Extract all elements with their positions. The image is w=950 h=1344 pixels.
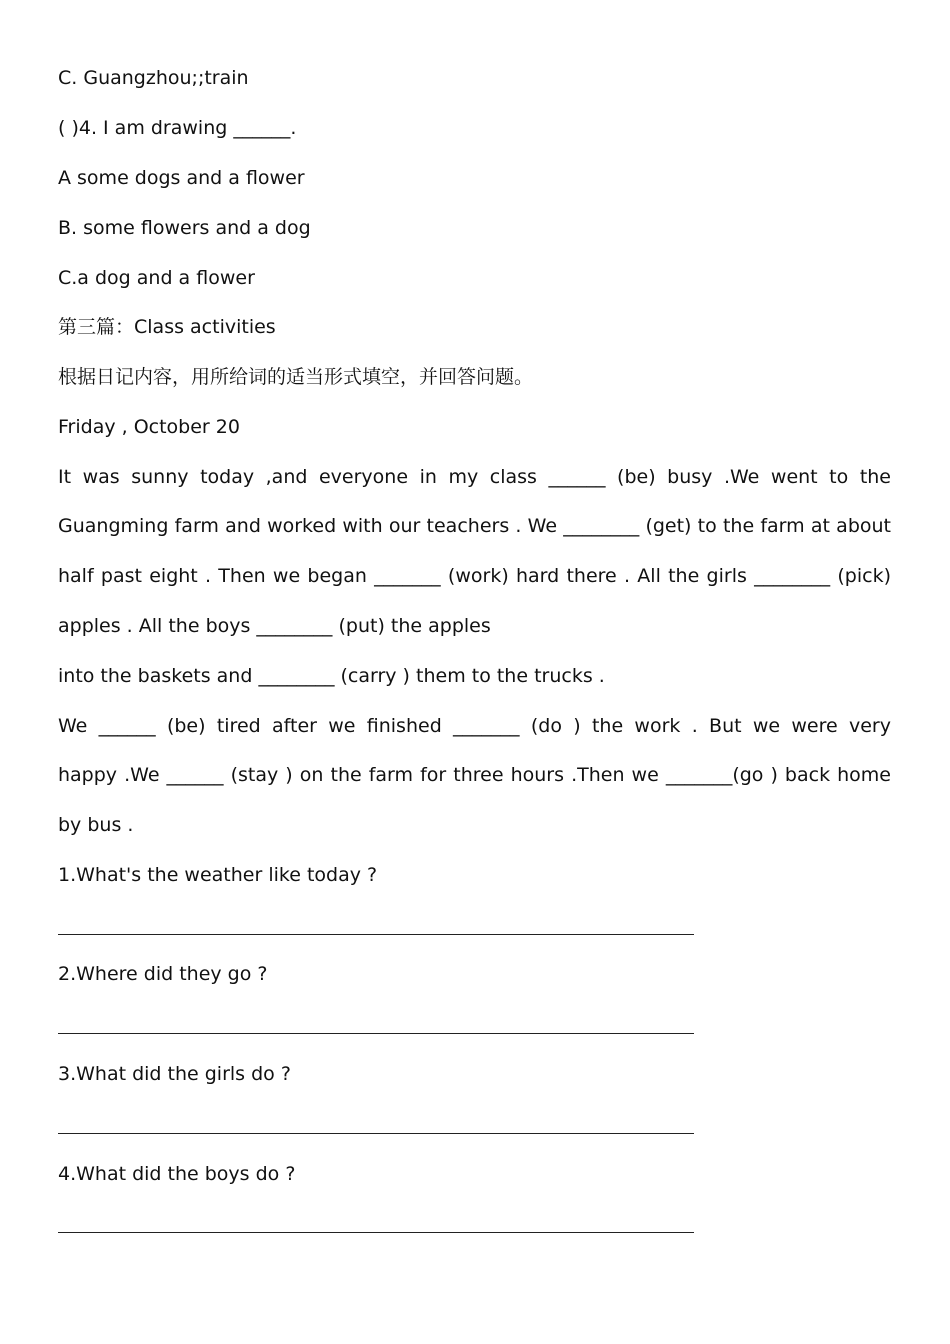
option-a-q4: A some dogs and a flower [58,167,305,189]
passage-line-5: into the baskets and ________ (carry ) them to the trucks . [58,665,605,687]
section-title: 第三篇：Class activities [58,316,276,338]
option-b-q4: B. some flowers and a dog [58,217,311,239]
question-4-answer-prompt: 4.What did the boys do ? [58,1163,296,1185]
option-c-q3: C. Guangzhou;;train [58,67,249,89]
passage-line-3: half past eight . Then we began _______ (work) hard there . All the girls ________ (pick) [58,565,891,587]
passage-line-1: It was sunny today ,and everyone in my class ______ (be) busy .We went to the [58,466,891,488]
passage-line-8: by bus . [58,814,134,836]
answer-line-4 [58,1232,694,1233]
question-1: 1.What's the weather like today ? [58,864,378,886]
answer-line-3 [58,1133,694,1134]
passage-line-2: Guangming farm and worked with our teachers . We ________ (get) to the farm at about [58,515,891,537]
answer-line-2 [58,1033,694,1034]
passage-line-7: happy .We ______ (stay ) on the farm for three hours .Then we _______(go ) back home [58,764,891,786]
passage-line-6: We ______ (be) tired after we finished _______ (do ) the work . But we were very [58,715,891,737]
question-3: 3.What did the girls do ? [58,1063,291,1085]
question-4: ( )4. I am drawing ______. [58,117,297,139]
answer-line-1 [58,934,694,935]
question-2: 2.Where did they go ? [58,963,268,985]
diary-date: Friday , October 20 [58,416,240,438]
passage-line-4: apples . All the boys ________ (put) the apples [58,615,491,637]
option-c-q4: C.a dog and a flower [58,267,255,289]
instructions: 根据日记内容，用所给词的适当形式填空，并回答问题。 [58,366,534,388]
